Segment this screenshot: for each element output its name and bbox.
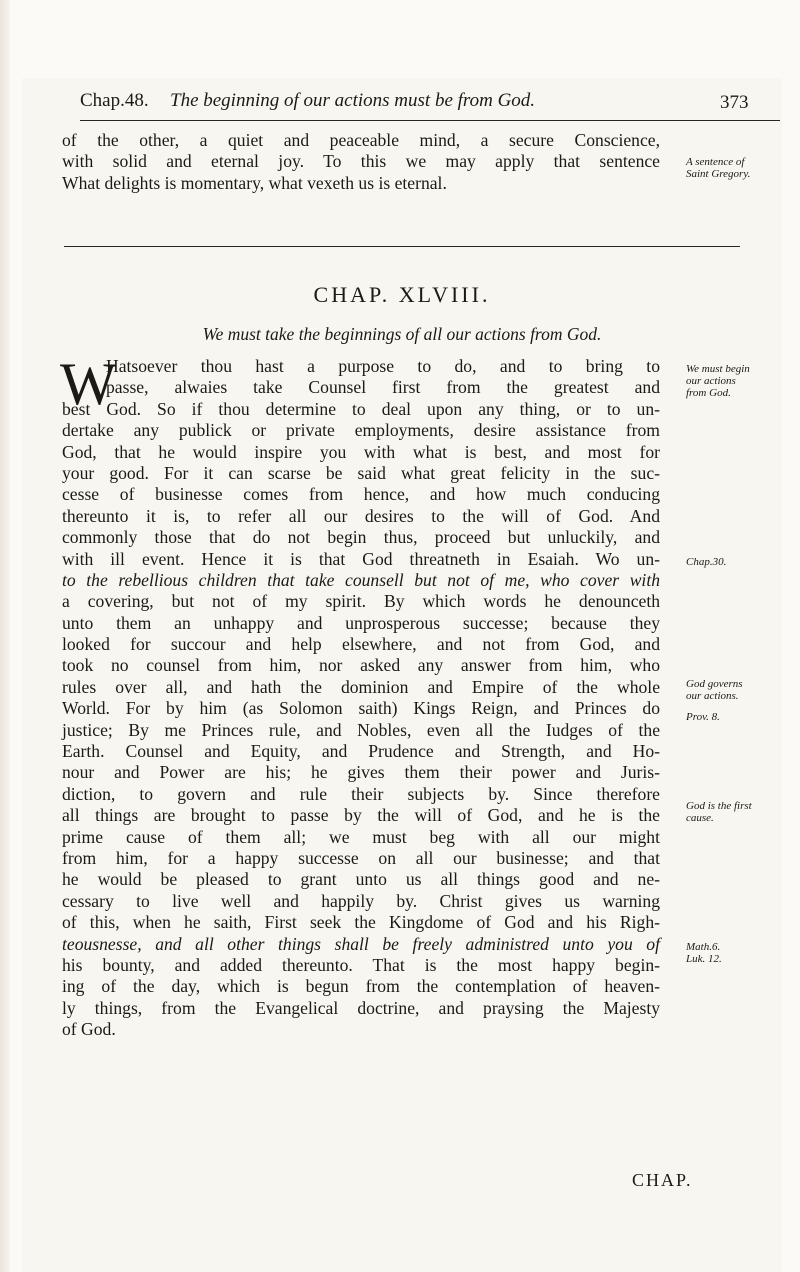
body-line: your good. For it can scarse be said what great felicity in the suc-: [62, 462, 660, 483]
body-line: cessary to live well and happily by. Christ gives us warning: [62, 890, 660, 911]
body-line: unto them an unhappy and unprosperous successe; because they: [62, 612, 660, 633]
body-line: cesse of businesse comes from hence, and how much conducing: [62, 484, 660, 505]
body-line: to the rebellious children that take counsell but not of me, who cover with: [62, 569, 660, 590]
body-line: his bounty, and added thereunto. That is the most happy begin-: [62, 954, 660, 975]
body-line: Hatsoever thou hast a purpose to do, and to bring to: [106, 356, 660, 376]
body-line: teousnesse, and all other things shall be freely administred unto you of: [62, 933, 660, 954]
body-line: rules over all, and hath the dominion and Empire of the whole: [62, 676, 660, 697]
intro-line: with solid and eternal joy. To this we may apply that sentence: [62, 151, 660, 172]
page-number: 373: [720, 92, 749, 113]
margin-note: Chap.30.: [686, 556, 727, 568]
chapter-heading: CHAP. XLVIII.: [313, 282, 491, 307]
body-line: thereunto it is, to refer all our desires to the will of God. And: [62, 505, 660, 526]
body-line: God, that he would inspire you with what is best, and most for: [62, 441, 660, 462]
header-chapter: Chap.48.: [80, 90, 149, 111]
margin-note: We must begin our actions from God.: [686, 363, 750, 399]
body-line: diction, to govern and rule their subjects by. Since therefore: [62, 783, 660, 804]
margin-note: Math.6. Luk. 12.: [686, 941, 722, 965]
intro-line: of the other, a quiet and peaceable mind, a secure Conscience,: [62, 130, 660, 150]
body-line: of this, when he saith, First seek the Kingdome of God and his Righ-: [62, 912, 660, 933]
book-spine-edge: [0, 0, 10, 1272]
body-line: took no counsel from him, nor asked any answer from him, who: [62, 655, 660, 676]
intro-paragraph: [62, 130, 660, 194]
body-line: a covering, but not of my spirit. By which words he denounceth: [62, 591, 660, 612]
body-line: prime cause of them all; we must beg with all our might: [62, 826, 660, 847]
chapter-subtitle: We must take the beginnings of all our actions from God.: [202, 324, 602, 344]
drop-cap: W: [60, 351, 117, 417]
running-header: [80, 88, 780, 121]
body-line: he would be pleased to grant unto us all things good and ne-: [62, 869, 660, 890]
body-line: World. For by him (as Solomon saith) Kings Reign, and Princes do: [62, 698, 660, 719]
book-page: [22, 78, 782, 1272]
body-line: looked for succour and help elsewhere, and not from God, and: [62, 634, 660, 655]
body-line: dertake any publick or private employments, desire assistance from: [62, 420, 660, 441]
chapter-body: [60, 351, 660, 1041]
header-title: The beginning of our actions must be from God.: [170, 90, 536, 111]
margin-note: God is the first cause.: [686, 800, 752, 824]
section-divider: [64, 246, 740, 247]
margin-note: God governs our actions.: [686, 678, 743, 702]
body-line: passe, alwaies take Counsel first from the greatest and: [106, 377, 660, 398]
body-line: ly things, from the Evangelical doctrine, and praysing the Majesty: [62, 997, 660, 1018]
margin-note: A sentence of Saint Gregory.: [686, 156, 751, 180]
body-line: commonly those that do not begin thus, proceed but unluckily, and: [62, 527, 660, 548]
body-line: all things are brought to passe by the will of God, and he is the: [62, 805, 660, 826]
body-line: of God.: [62, 1019, 116, 1040]
body-line: from him, for a happy successe on all our businesse; and that: [62, 847, 660, 868]
catchword: CHAP.: [632, 1170, 693, 1190]
body-line: justice; By me Princes rule, and Nobles, even all the Iudges of the: [62, 719, 660, 740]
body-line: Earth. Counsel and Equity, and Prudence and Strength, and Ho-: [62, 741, 660, 762]
margin-note: Prov. 8.: [686, 711, 720, 723]
intro-line: What delights is momentary, what vexeth us is eternal.: [62, 172, 447, 193]
body-line: best God. So if thou determine to deal upon any thing, or to un-: [62, 398, 660, 419]
body-line: nour and Power are his; he gives them their power and Juris-: [62, 762, 660, 783]
body-line: ing of the day, which is begun from the contemplation of heaven-: [62, 976, 660, 997]
body-line: with ill event. Hence it is that God threatneth in Esaiah. Wo un-: [62, 548, 660, 569]
